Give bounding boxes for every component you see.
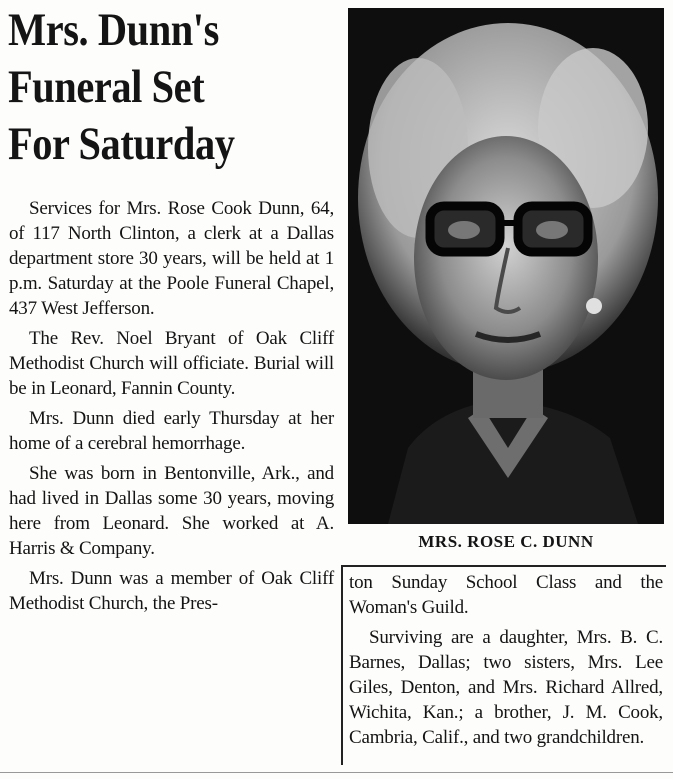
portrait-illustration [348,8,664,524]
headline [8,2,292,173]
paragraph-death: Mrs. Dunn died early Thursday at her home of a cerebral hemorrhage. [9,408,334,454]
paragraph-membership: Mrs. Dunn was a member of Oak Cliff Methodist Church, the Pres- [9,568,334,614]
photo-caption: MRS. ROSE C. DUNN [418,532,594,551]
paragraph-survivors: Surviving are a daughter, Mrs. B. C. Barnes, Dallas; two sisters, Mrs. Lee Giles, Denton, and Mrs. Richard Allred, Wichita, Kan.; a brother, J. M. Cook, Cambria, Calif., and two grandchildren. [349,627,663,748]
paragraph-membership-continued: ton Sunday School Class and the Woman's Guild. [349,572,663,618]
paragraph-services: Services for Mrs. Rose Cook Dunn, 64, of 117 North Clinton, a clerk at a Dallas department store 30 years, will be held at 1 p.m. Saturday at the Poole Funeral Chapel, 437 West Jefferson. [9,198,334,319]
article-column-right [349,570,663,755]
article-column-left [9,196,334,621]
headline-line-2: Funeral Set [8,61,205,113]
portrait-photo [348,8,664,524]
clipping-bottom-edge [0,772,673,773]
column-rule-vertical [341,565,343,765]
headline-line-3: For Saturday [8,118,235,170]
headline-line-1: Mrs. Dunn's [8,4,219,56]
paragraph-officiate: The Rev. Noel Bryant of Oak Cliff Methodist Church will officiate. Burial will be in Leonard, Fannin County. [9,328,334,399]
paragraph-biography: She was born in Bentonville, Ark., and had lived in Dallas some 30 years, moving here from Leonard. She worked at A. Harris & Company. [9,463,334,559]
column-rule-horizontal [341,565,666,567]
